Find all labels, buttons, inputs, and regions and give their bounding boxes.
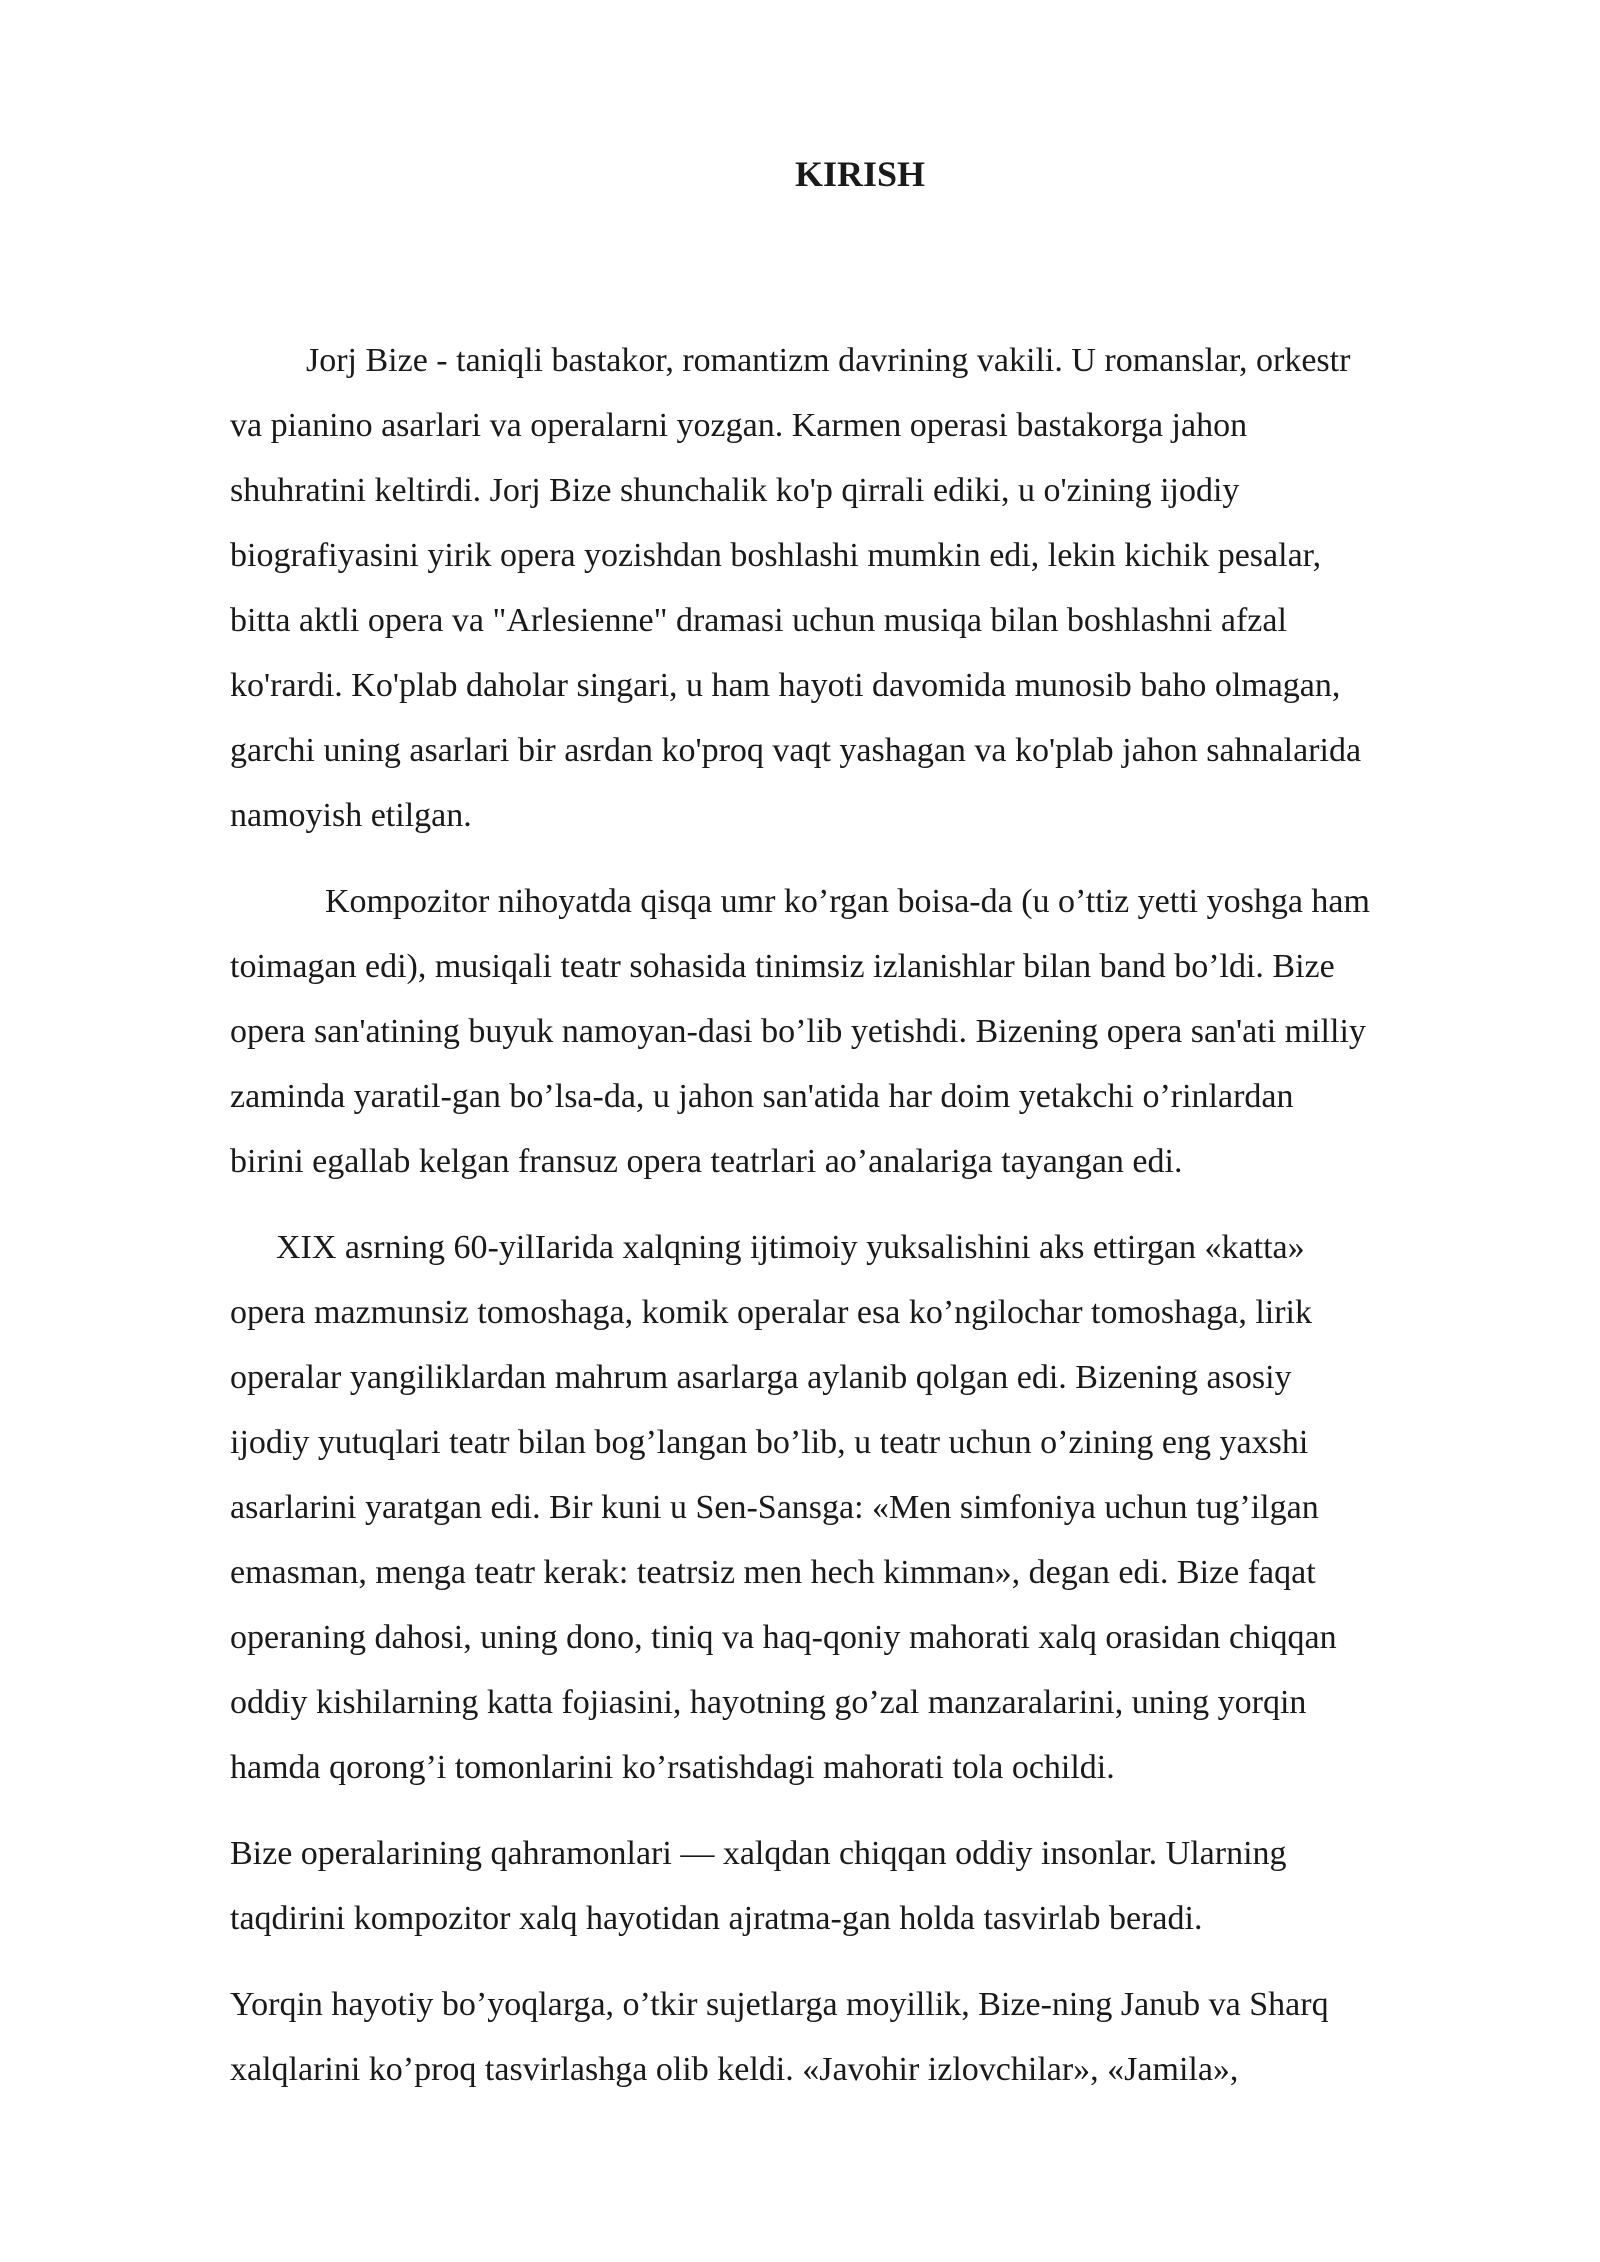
paragraph [230, 1972, 1510, 2102]
page-title: KIRISH [794, 154, 926, 194]
text-line: Bize operalarining qahramonlari — xalqdan chiqqan oddiy insonlar. Ularning [230, 1835, 1287, 1872]
text-line: Jorj Bize - taniqli bastakor, romantizm davrining vakili. U romanslar, orkestr [306, 342, 1351, 379]
paragraph [230, 328, 1510, 848]
text-line: oddiy kishilarning katta fojiasini, hayotning go’zal manzaralarini, uning yorqin [230, 1684, 1307, 1721]
text-line: garchi uning asarlari bir asrdan ko'proq vaqt yashagan va ko'plab jahon sahnalarida [230, 732, 1362, 769]
paragraph [230, 869, 1510, 1194]
text-line: taqdirini kompozitor xalq hayotidan ajratma-gan holda tasvirlab beradi. [230, 1900, 1203, 1937]
text-line: asarlarini yaratgan edi. Bir kuni u Sen-Sansga: «Men simfoniya uchun tug’ilgan [230, 1489, 1319, 1526]
text-line: birini egallab kelgan fransuz opera teatrlari ao’analariga tayangan edi. [230, 1143, 1183, 1180]
text-line: operalar yangiliklardan mahrum asarlarga aylanib qolgan edi. Bizening asosiy [230, 1359, 1292, 1396]
text-line: hamda qorong’i tomonlarini ko’rsatishdagi mahorati tola ochildi. [230, 1749, 1115, 1786]
text-line: bitta aktli opera va "Arlesienne" dramasi uchun musiqa bilan boshlashni afzal [230, 602, 1287, 639]
text-line: ijodiy yutuqlari teatr bilan bog’langan bo’lib, u teatr uchun o’zining eng yaxshi [230, 1424, 1309, 1461]
text-line: xalqlarini ko’proq tasvirlashga olib keldi. «Javohir izlovchilar», «Jamila», [230, 2051, 1239, 2088]
paragraph [230, 1215, 1510, 1800]
text-line: opera mazmunsiz tomoshaga, komik operalar esa ko’ngilochar tomoshaga, lirik [230, 1294, 1313, 1331]
text-line: emasman, menga teatr kerak: teatrsiz men hech kimman», degan edi. Bize faqat [230, 1554, 1316, 1591]
paragraph [230, 1821, 1510, 1951]
text-line: operaning dahosi, uning dono, tiniq va haq-qoniy mahorati xalq orasidan chiqqan [230, 1619, 1337, 1656]
text-line: toimagan edi), musiqali teatr sohasida tinimsiz izlanishlar bilan band bo’ldi. Bize [230, 948, 1335, 985]
text-line: namoyish etilgan. [230, 797, 472, 834]
text-line: opera san'atining buyuk namoyan-dasi bo’lib yetishdi. Bizening opera san'ati milliy [230, 1013, 1366, 1050]
text-line: va pianino asarlari va operalarni yozgan. Karmen operasi bastakorga jahon [230, 407, 1248, 444]
text-line: zaminda yaratil-gan bo’lsa-da, u jahon san'atida har doim yetakchi o’rinlardan [230, 1078, 1294, 1115]
text-line: Kompozitor nihoyatda qisqa umr ko’rgan boisa-da (u o’ttiz yetti yoshga ham [325, 883, 1370, 920]
text-line: biografiyasini yirik opera yozishdan boshlashi mumkin edi, lekin kichik pesalar, [230, 537, 1322, 574]
text-line: XIX asrning 60-yilIarida xalqning ijtimoiy yuksalishini aks ettirgan «katta» [276, 1229, 1305, 1266]
text-line: ko'rardi. Ko'plab daholar singari, u ham hayoti davomida munosib baho olmagan, [230, 667, 1341, 704]
text-line: Yorqin hayotiy bo’yoqlarga, o’tkir sujetlarga moyillik, Bize-ning Janub va Sharq [230, 1986, 1329, 2023]
text-line: shuhratini keltirdi. Jorj Bize shunchalik ko'p qirrali ediki, u o'zining ijodiy [230, 472, 1240, 509]
body-text [230, 328, 1510, 2123]
